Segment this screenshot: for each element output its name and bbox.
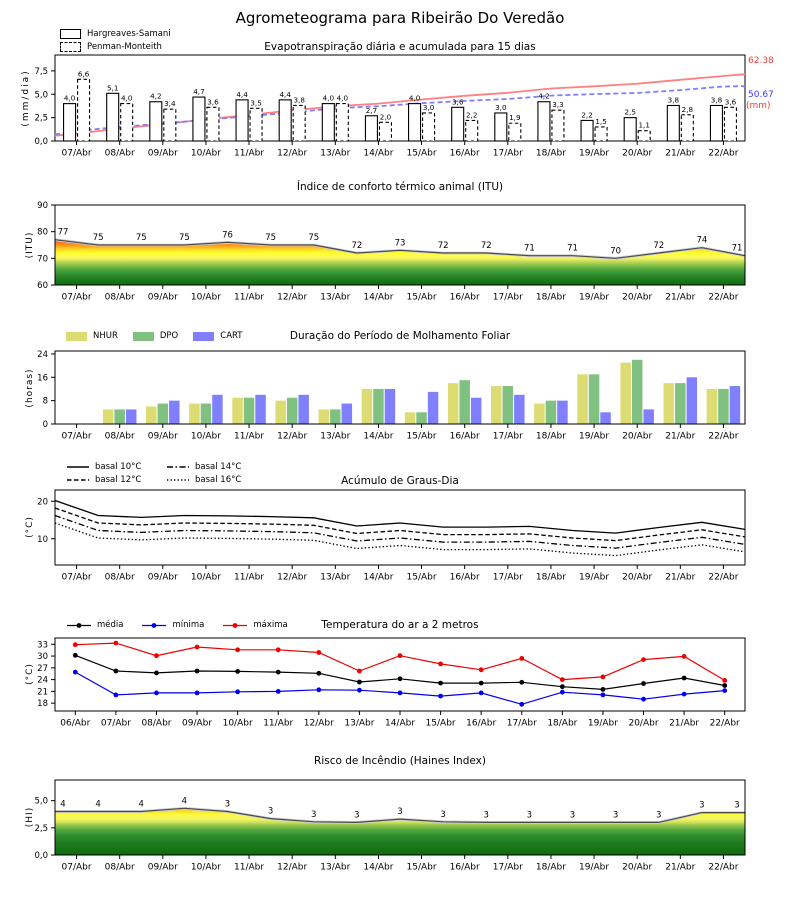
svg-text:4: 4 — [60, 799, 66, 810]
svg-text:09/Abr: 09/Abr — [147, 572, 178, 583]
svg-text:10/Abr: 10/Abr — [190, 148, 221, 159]
legend-dpo-swatch — [133, 332, 154, 341]
dashdot-line-icon — [166, 463, 190, 471]
svg-text:5,0: 5,0 — [34, 90, 48, 101]
svg-text:3: 3 — [311, 809, 317, 820]
legend-basal12-item — [66, 475, 166, 485]
panel-haines-ylabel: (HI) — [25, 806, 35, 828]
svg-text:11/Abr: 11/Abr — [234, 572, 265, 583]
legend-media-item — [66, 620, 123, 630]
svg-text:12/Abr: 12/Abr — [277, 862, 308, 873]
accumulated-hargreaves-total: 62.38 — [748, 56, 774, 66]
svg-text:10: 10 — [37, 534, 48, 545]
svg-text:19/Abr: 19/Abr — [579, 862, 610, 873]
svg-text:10/Abr: 10/Abr — [190, 431, 221, 442]
svg-text:77: 77 — [57, 227, 69, 238]
svg-text:71: 71 — [523, 243, 535, 254]
svg-text:4,2: 4,2 — [150, 91, 162, 101]
svg-text:3: 3 — [569, 810, 576, 821]
svg-text:18/Abr: 18/Abr — [535, 862, 566, 873]
legend-solid-bar-swatch — [60, 29, 81, 39]
svg-text:21: 21 — [37, 687, 48, 698]
panel-evapo-title: Evapotranspiração diária e acumulada para 15 dias — [264, 41, 536, 53]
svg-text:71: 71 — [567, 243, 578, 254]
panel-itu-title: Índice de conforto térmico animal (ITU) — [296, 181, 504, 193]
maxima-line-marker-icon — [222, 621, 248, 630]
svg-text:33: 33 — [37, 640, 48, 651]
line-basal-16°C — [55, 523, 745, 556]
svg-text:13/Abr: 13/Abr — [320, 862, 351, 873]
svg-text:1,1: 1,1 — [638, 120, 650, 130]
svg-text:09/Abr: 09/Abr — [147, 431, 178, 442]
svg-text:3,6: 3,6 — [724, 97, 737, 107]
panel-grausdia-title: Acúmulo de Graus-Dia — [341, 475, 459, 487]
line-máxima — [75, 643, 724, 680]
legend-label-penman: Penman-Monteith — [87, 42, 162, 52]
svg-text:60: 60 — [37, 281, 48, 291]
svg-text:11/Abr: 11/Abr — [263, 718, 294, 729]
svg-text:71: 71 — [731, 243, 743, 254]
svg-text:19/Abr: 19/Abr — [579, 431, 610, 442]
svg-text:4,0: 4,0 — [120, 93, 133, 103]
panel-temperatura-legend — [66, 620, 288, 630]
svg-text:08/Abr: 08/Abr — [104, 292, 135, 303]
svg-text:72: 72 — [351, 241, 363, 251]
svg-text:20/Abr: 20/Abr — [628, 718, 659, 729]
accumulated-unit-label: (mm) — [746, 101, 771, 111]
svg-text:1,9: 1,9 — [509, 113, 521, 123]
svg-text:18: 18 — [37, 699, 48, 710]
svg-text:80: 80 — [37, 227, 48, 238]
svg-text:17/Abr: 17/Abr — [506, 718, 537, 729]
svg-text:75: 75 — [308, 233, 320, 243]
svg-text:20/Abr: 20/Abr — [622, 572, 653, 583]
svg-text:3,6: 3,6 — [207, 97, 219, 107]
svg-text:10/Abr: 10/Abr — [190, 572, 221, 583]
svg-text:07/Abr: 07/Abr — [61, 148, 92, 159]
panel-axes-graus-dia — [37, 490, 745, 583]
legend-label-minima: mínima — [172, 620, 205, 630]
svg-text:15/Abr: 15/Abr — [406, 431, 437, 442]
svg-text:08/Abr: 08/Abr — [104, 862, 135, 873]
svg-text:15/Abr: 15/Abr — [406, 862, 437, 873]
svg-text:0,0: 0,0 — [34, 851, 48, 861]
line-basal-10°C — [55, 501, 745, 534]
svg-text:09/Abr: 09/Abr — [147, 148, 178, 159]
svg-text:14/Abr: 14/Abr — [363, 862, 394, 873]
svg-text:2,2: 2,2 — [465, 110, 478, 120]
svg-text:20: 20 — [37, 497, 48, 508]
svg-text:21/Abr: 21/Abr — [665, 148, 696, 159]
svg-text:11/Abr: 11/Abr — [234, 148, 265, 159]
svg-text:15/Abr: 15/Abr — [406, 292, 437, 303]
legend-label-dpo: DPO — [159, 331, 179, 341]
svg-text:4,0: 4,0 — [408, 93, 421, 103]
grausdia-lines — [55, 501, 745, 556]
svg-text:08/Abr: 08/Abr — [104, 148, 135, 159]
svg-text:06/Abr: 06/Abr — [60, 718, 91, 729]
dotted-line-icon — [166, 476, 190, 484]
svg-text:12/Abr: 12/Abr — [303, 718, 334, 729]
svg-text:75: 75 — [178, 233, 190, 243]
svg-text:3: 3 — [224, 799, 231, 810]
svg-text:07/Abr: 07/Abr — [61, 292, 92, 303]
svg-text:22/Abr: 22/Abr — [708, 431, 739, 442]
legend-minima-item — [141, 620, 204, 630]
svg-text:4,4: 4,4 — [279, 89, 291, 99]
svg-text:12/Abr: 12/Abr — [277, 148, 308, 159]
svg-text:2,8: 2,8 — [681, 104, 694, 114]
svg-text:5,1: 5,1 — [106, 83, 119, 93]
svg-text:09/Abr: 09/Abr — [147, 292, 178, 303]
line-basal-14°C — [55, 516, 745, 549]
svg-text:0: 0 — [42, 420, 48, 430]
legend-basal14-item — [166, 462, 241, 472]
svg-text:17/Abr: 17/Abr — [492, 431, 523, 442]
svg-text:72: 72 — [653, 241, 665, 251]
svg-text:74: 74 — [696, 235, 708, 246]
svg-text:11/Abr: 11/Abr — [234, 292, 265, 303]
svg-text:1,5: 1,5 — [595, 116, 607, 126]
svg-text:13/Abr: 13/Abr — [320, 572, 351, 583]
accumulated-penman-total: 50.67 — [748, 90, 774, 100]
svg-text:14/Abr: 14/Abr — [363, 148, 394, 159]
svg-text:22/Abr: 22/Abr — [708, 292, 739, 303]
svg-text:16/Abr: 16/Abr — [449, 292, 480, 303]
svg-text:11/Abr: 11/Abr — [234, 431, 265, 442]
svg-text:19/Abr: 19/Abr — [579, 292, 610, 303]
svg-text:07/Abr: 07/Abr — [61, 572, 92, 583]
svg-text:22/Abr: 22/Abr — [708, 862, 739, 873]
svg-text:07/Abr: 07/Abr — [61, 431, 92, 442]
svg-text:75: 75 — [265, 233, 277, 243]
svg-text:10/Abr: 10/Abr — [190, 862, 221, 873]
svg-text:10/Abr: 10/Abr — [222, 718, 253, 729]
svg-text:12/Abr: 12/Abr — [277, 572, 308, 583]
svg-text:22/Abr: 22/Abr — [708, 572, 739, 583]
svg-text:3,6: 3,6 — [451, 97, 464, 107]
svg-text:14/Abr: 14/Abr — [363, 431, 394, 442]
panel-evapo-ylabel: (mm/dia) — [21, 69, 31, 127]
legend-label-cart: CART — [220, 331, 243, 341]
svg-text:12/Abr: 12/Abr — [277, 431, 308, 442]
svg-text:27: 27 — [37, 663, 48, 674]
legend-label-media: média — [97, 620, 124, 630]
svg-text:30: 30 — [37, 652, 48, 663]
svg-text:08/Abr: 08/Abr — [141, 718, 172, 729]
svg-text:20/Abr: 20/Abr — [622, 292, 653, 303]
legend-cart-swatch — [193, 332, 214, 341]
svg-text:3,8: 3,8 — [667, 95, 680, 105]
legend-label-basal10: basal 10°C — [95, 462, 142, 472]
legend-maxima-item — [222, 620, 287, 630]
svg-text:3: 3 — [267, 806, 274, 817]
svg-text:14/Abr: 14/Abr — [384, 718, 416, 729]
svg-text:21/Abr: 21/Abr — [665, 431, 696, 442]
svg-text:70: 70 — [610, 246, 622, 257]
svg-text:75: 75 — [135, 233, 147, 243]
svg-text:19/Abr: 19/Abr — [579, 148, 610, 159]
svg-text:22/Abr: 22/Abr — [708, 148, 739, 159]
svg-text:08/Abr: 08/Abr — [104, 572, 135, 583]
svg-text:3,8: 3,8 — [710, 95, 723, 105]
svg-text:4,4: 4,4 — [236, 89, 248, 99]
svg-text:16/Abr: 16/Abr — [466, 718, 497, 729]
legend-dashed-bar-swatch — [60, 42, 81, 52]
legend-basal10-item — [66, 462, 166, 472]
svg-text:18/Abr: 18/Abr — [535, 431, 566, 442]
media-line-marker-icon — [66, 621, 92, 630]
svg-text:20/Abr: 20/Abr — [622, 862, 653, 873]
svg-text:3: 3 — [354, 810, 360, 821]
svg-text:3: 3 — [699, 800, 705, 811]
svg-text:72: 72 — [437, 241, 449, 251]
svg-text:10/Abr: 10/Abr — [190, 292, 221, 303]
temperatura-lines — [73, 641, 727, 707]
svg-text:12/Abr: 12/Abr — [277, 292, 308, 303]
svg-text:3: 3 — [656, 810, 662, 821]
svg-text:18/Abr: 18/Abr — [535, 292, 566, 303]
svg-text:18/Abr: 18/Abr — [535, 148, 566, 159]
panel-haines-title: Risco de Incêndio (Haines Index) — [314, 755, 486, 767]
svg-text:4,0: 4,0 — [336, 93, 349, 103]
line-basal-12°C — [55, 508, 745, 541]
svg-text:11/Abr: 11/Abr — [234, 862, 265, 873]
svg-text:17/Abr: 17/Abr — [492, 148, 523, 159]
page-title: Agrometeograma para Ribeirão Do Veredão — [235, 9, 565, 27]
svg-text:24: 24 — [37, 675, 48, 686]
svg-text:24: 24 — [37, 349, 48, 360]
svg-text:21/Abr: 21/Abr — [669, 718, 700, 729]
svg-text:18/Abr: 18/Abr — [535, 572, 566, 583]
svg-text:3: 3 — [440, 809, 446, 820]
svg-text:16/Abr: 16/Abr — [449, 862, 480, 873]
svg-text:08/Abr: 08/Abr — [104, 431, 135, 442]
panel-molhamento-ylabel: (horas) — [25, 368, 35, 408]
svg-text:07/Abr: 07/Abr — [61, 862, 92, 873]
svg-text:14/Abr: 14/Abr — [363, 572, 394, 583]
svg-text:4,7: 4,7 — [193, 87, 205, 97]
svg-text:90: 90 — [37, 201, 48, 211]
svg-text:6,6: 6,6 — [77, 69, 90, 79]
svg-text:2,5: 2,5 — [34, 823, 48, 834]
svg-text:3,3: 3,3 — [552, 100, 564, 110]
svg-text:3,0: 3,0 — [422, 102, 435, 112]
panel-itu-ylabel: (ITU) — [25, 231, 35, 259]
svg-text:2,2: 2,2 — [581, 110, 593, 120]
svg-text:09/Abr: 09/Abr — [182, 718, 213, 729]
panel-molhamento-legend — [66, 331, 243, 341]
svg-text:14/Abr: 14/Abr — [363, 292, 394, 303]
panel-molhamento-title: Duração do Período de Molhamento Foliar — [289, 330, 511, 342]
svg-text:4,2: 4,2 — [538, 91, 550, 101]
svg-text:3: 3 — [734, 800, 740, 811]
panel-grausdia-ylabel: (°C) — [25, 516, 35, 538]
svg-text:7,5: 7,5 — [34, 66, 48, 77]
svg-text:3,5: 3,5 — [250, 98, 262, 108]
minima-line-marker-icon — [141, 621, 167, 630]
svg-text:3,8: 3,8 — [293, 95, 305, 105]
panel-axes-evapotranspiracao — [34, 55, 745, 159]
svg-text:3: 3 — [483, 810, 489, 821]
svg-text:4,0: 4,0 — [322, 93, 335, 103]
svg-text:17/Abr: 17/Abr — [492, 862, 523, 873]
svg-text:21/Abr: 21/Abr — [665, 862, 696, 873]
svg-text:17/Abr: 17/Abr — [492, 292, 523, 303]
svg-text:0,0: 0,0 — [34, 137, 48, 147]
molhamento-bars — [103, 360, 740, 424]
svg-text:2,5: 2,5 — [34, 113, 48, 124]
line-média — [75, 655, 724, 689]
svg-text:73: 73 — [394, 238, 406, 249]
svg-text:4: 4 — [95, 799, 101, 810]
svg-text:5,0: 5,0 — [34, 796, 48, 807]
svg-text:13/Abr: 13/Abr — [320, 292, 351, 303]
legend-label-hargreaves: Hargreaves-Samani — [87, 29, 171, 39]
svg-text:16/Abr: 16/Abr — [449, 148, 480, 159]
svg-text:16/Abr: 16/Abr — [449, 431, 480, 442]
legend-nhur-swatch — [66, 332, 87, 341]
svg-text:19/Abr: 19/Abr — [579, 572, 610, 583]
svg-text:20/Abr: 20/Abr — [622, 431, 653, 442]
svg-text:76: 76 — [222, 230, 233, 241]
panel-temperatura-title: Temperatura do ar a 2 metros — [321, 619, 479, 631]
svg-text:21/Abr: 21/Abr — [665, 572, 696, 583]
svg-text:15/Abr: 15/Abr — [406, 148, 437, 159]
svg-text:20/Abr: 20/Abr — [622, 148, 653, 159]
svg-text:75: 75 — [92, 233, 104, 243]
svg-text:2,5: 2,5 — [624, 107, 636, 117]
svg-text:8: 8 — [42, 396, 48, 407]
svg-text:13/Abr: 13/Abr — [320, 148, 351, 159]
legend-label-basal12: basal 12°C — [95, 475, 142, 485]
legend-label-maxima: máxima — [253, 620, 288, 630]
dashed-line-icon — [66, 476, 90, 484]
svg-text:4: 4 — [181, 796, 188, 807]
svg-text:15/Abr: 15/Abr — [406, 572, 437, 583]
svg-text:3,4: 3,4 — [164, 99, 176, 109]
svg-text:16: 16 — [37, 373, 48, 384]
svg-text:3: 3 — [397, 807, 403, 818]
legend-label-nhur: NHUR — [93, 331, 118, 341]
svg-text:17/Abr: 17/Abr — [492, 572, 523, 583]
svg-text:2,7: 2,7 — [365, 105, 378, 115]
panel-temperatura-ylabel: (°C) — [25, 663, 35, 685]
svg-text:18/Abr: 18/Abr — [547, 718, 578, 729]
svg-text:4: 4 — [138, 799, 144, 810]
svg-text:09/Abr: 09/Abr — [147, 862, 178, 873]
svg-text:16/Abr: 16/Abr — [449, 572, 480, 583]
svg-text:2,0: 2,0 — [379, 112, 392, 122]
svg-text:70: 70 — [37, 254, 48, 265]
panel-evapo-legend — [60, 29, 171, 52]
svg-text:19/Abr: 19/Abr — [587, 718, 618, 729]
panel-grausdia-legend — [66, 462, 241, 485]
svg-text:07/Abr: 07/Abr — [100, 718, 131, 729]
svg-text:3: 3 — [526, 810, 533, 821]
svg-text:22/Abr: 22/Abr — [709, 718, 740, 729]
svg-text:13/Abr: 13/Abr — [320, 431, 351, 442]
legend-basal16-item — [166, 475, 241, 485]
svg-text:3,0: 3,0 — [495, 102, 507, 112]
legend-label-basal14: basal 14°C — [195, 462, 242, 472]
svg-text:15/Abr: 15/Abr — [425, 718, 456, 729]
svg-text:4,0: 4,0 — [63, 93, 76, 103]
svg-text:13/Abr: 13/Abr — [344, 718, 375, 729]
solid-line-icon — [66, 463, 90, 471]
svg-text:3: 3 — [612, 810, 619, 821]
legend-label-basal16: basal 16°C — [195, 475, 242, 485]
svg-text:72: 72 — [480, 241, 492, 251]
svg-text:21/Abr: 21/Abr — [665, 292, 696, 303]
